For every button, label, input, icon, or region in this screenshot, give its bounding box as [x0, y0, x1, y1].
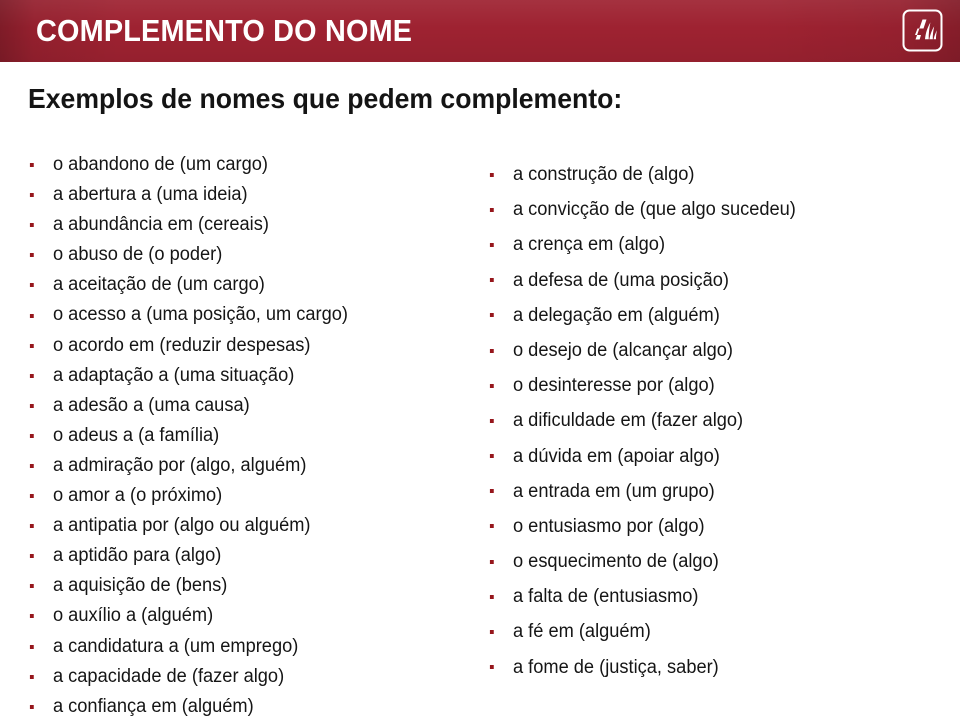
list-item: o acordo em (reduzir despesas)	[28, 331, 441, 361]
list-item: o desejo de (alcançar algo)	[488, 333, 901, 368]
list-item: o auxílio a (alguém)	[28, 601, 441, 631]
section-subtitle: Exemplos de nomes que pedem complemento:	[28, 83, 623, 114]
list-item: a fome de (justiça, saber)	[488, 650, 901, 685]
list-item: o adeus a (a família)	[28, 421, 441, 451]
list-item: a adesão a (uma causa)	[28, 391, 441, 421]
list-item: a convicção de (que algo sucedeu)	[488, 192, 901, 227]
list-item: a dificuldade em (fazer algo)	[488, 403, 901, 438]
list-item: o desinteresse por (algo)	[488, 368, 901, 403]
list-item: o abandono de (um cargo)	[28, 150, 441, 180]
page-title: COMPLEMENTO DO NOME	[36, 13, 413, 48]
list-item: o amor a (o próximo)	[28, 481, 441, 511]
examples-list-right	[488, 157, 918, 685]
list-item: a entrada em (um grupo)	[488, 474, 901, 509]
list-item: a capacidade de (fazer algo)	[28, 662, 441, 692]
list-item: o acesso a (uma posição, um cargo)	[28, 300, 441, 330]
list-item: a dúvida em (apoiar algo)	[488, 439, 901, 474]
list-item: a aptidão para (algo)	[28, 541, 441, 571]
list-item: a crença em (algo)	[488, 227, 901, 262]
list-item: a abundância em (cereais)	[28, 210, 441, 240]
list-item: a fé em (alguém)	[488, 614, 901, 649]
list-item: o abuso de (o poder)	[28, 240, 441, 270]
list-item: a falta de (entusiasmo)	[488, 579, 901, 614]
list-item: o esquecimento de (algo)	[488, 544, 901, 579]
list-item: o entusiasmo por (algo)	[488, 509, 901, 544]
examples-list-left	[28, 150, 458, 722]
list-item: a confiança em (alguém)	[28, 692, 441, 722]
list-item: a defesa de (uma posição)	[488, 263, 901, 298]
list-item: a abertura a (uma ideia)	[28, 180, 441, 210]
list-item: a antipatia por (algo ou alguém)	[28, 511, 441, 541]
list-item: a aceitação de (um cargo)	[28, 270, 441, 300]
list-item: a admiração por (algo, alguém)	[28, 451, 441, 481]
list-item: a candidatura a (um emprego)	[28, 632, 441, 662]
list-item: a delegação em (alguém)	[488, 298, 901, 333]
list-item: a aquisição de (bens)	[28, 571, 441, 601]
list-item: a construção de (algo)	[488, 157, 901, 192]
list-item: a adaptação a (uma situação)	[28, 361, 441, 391]
